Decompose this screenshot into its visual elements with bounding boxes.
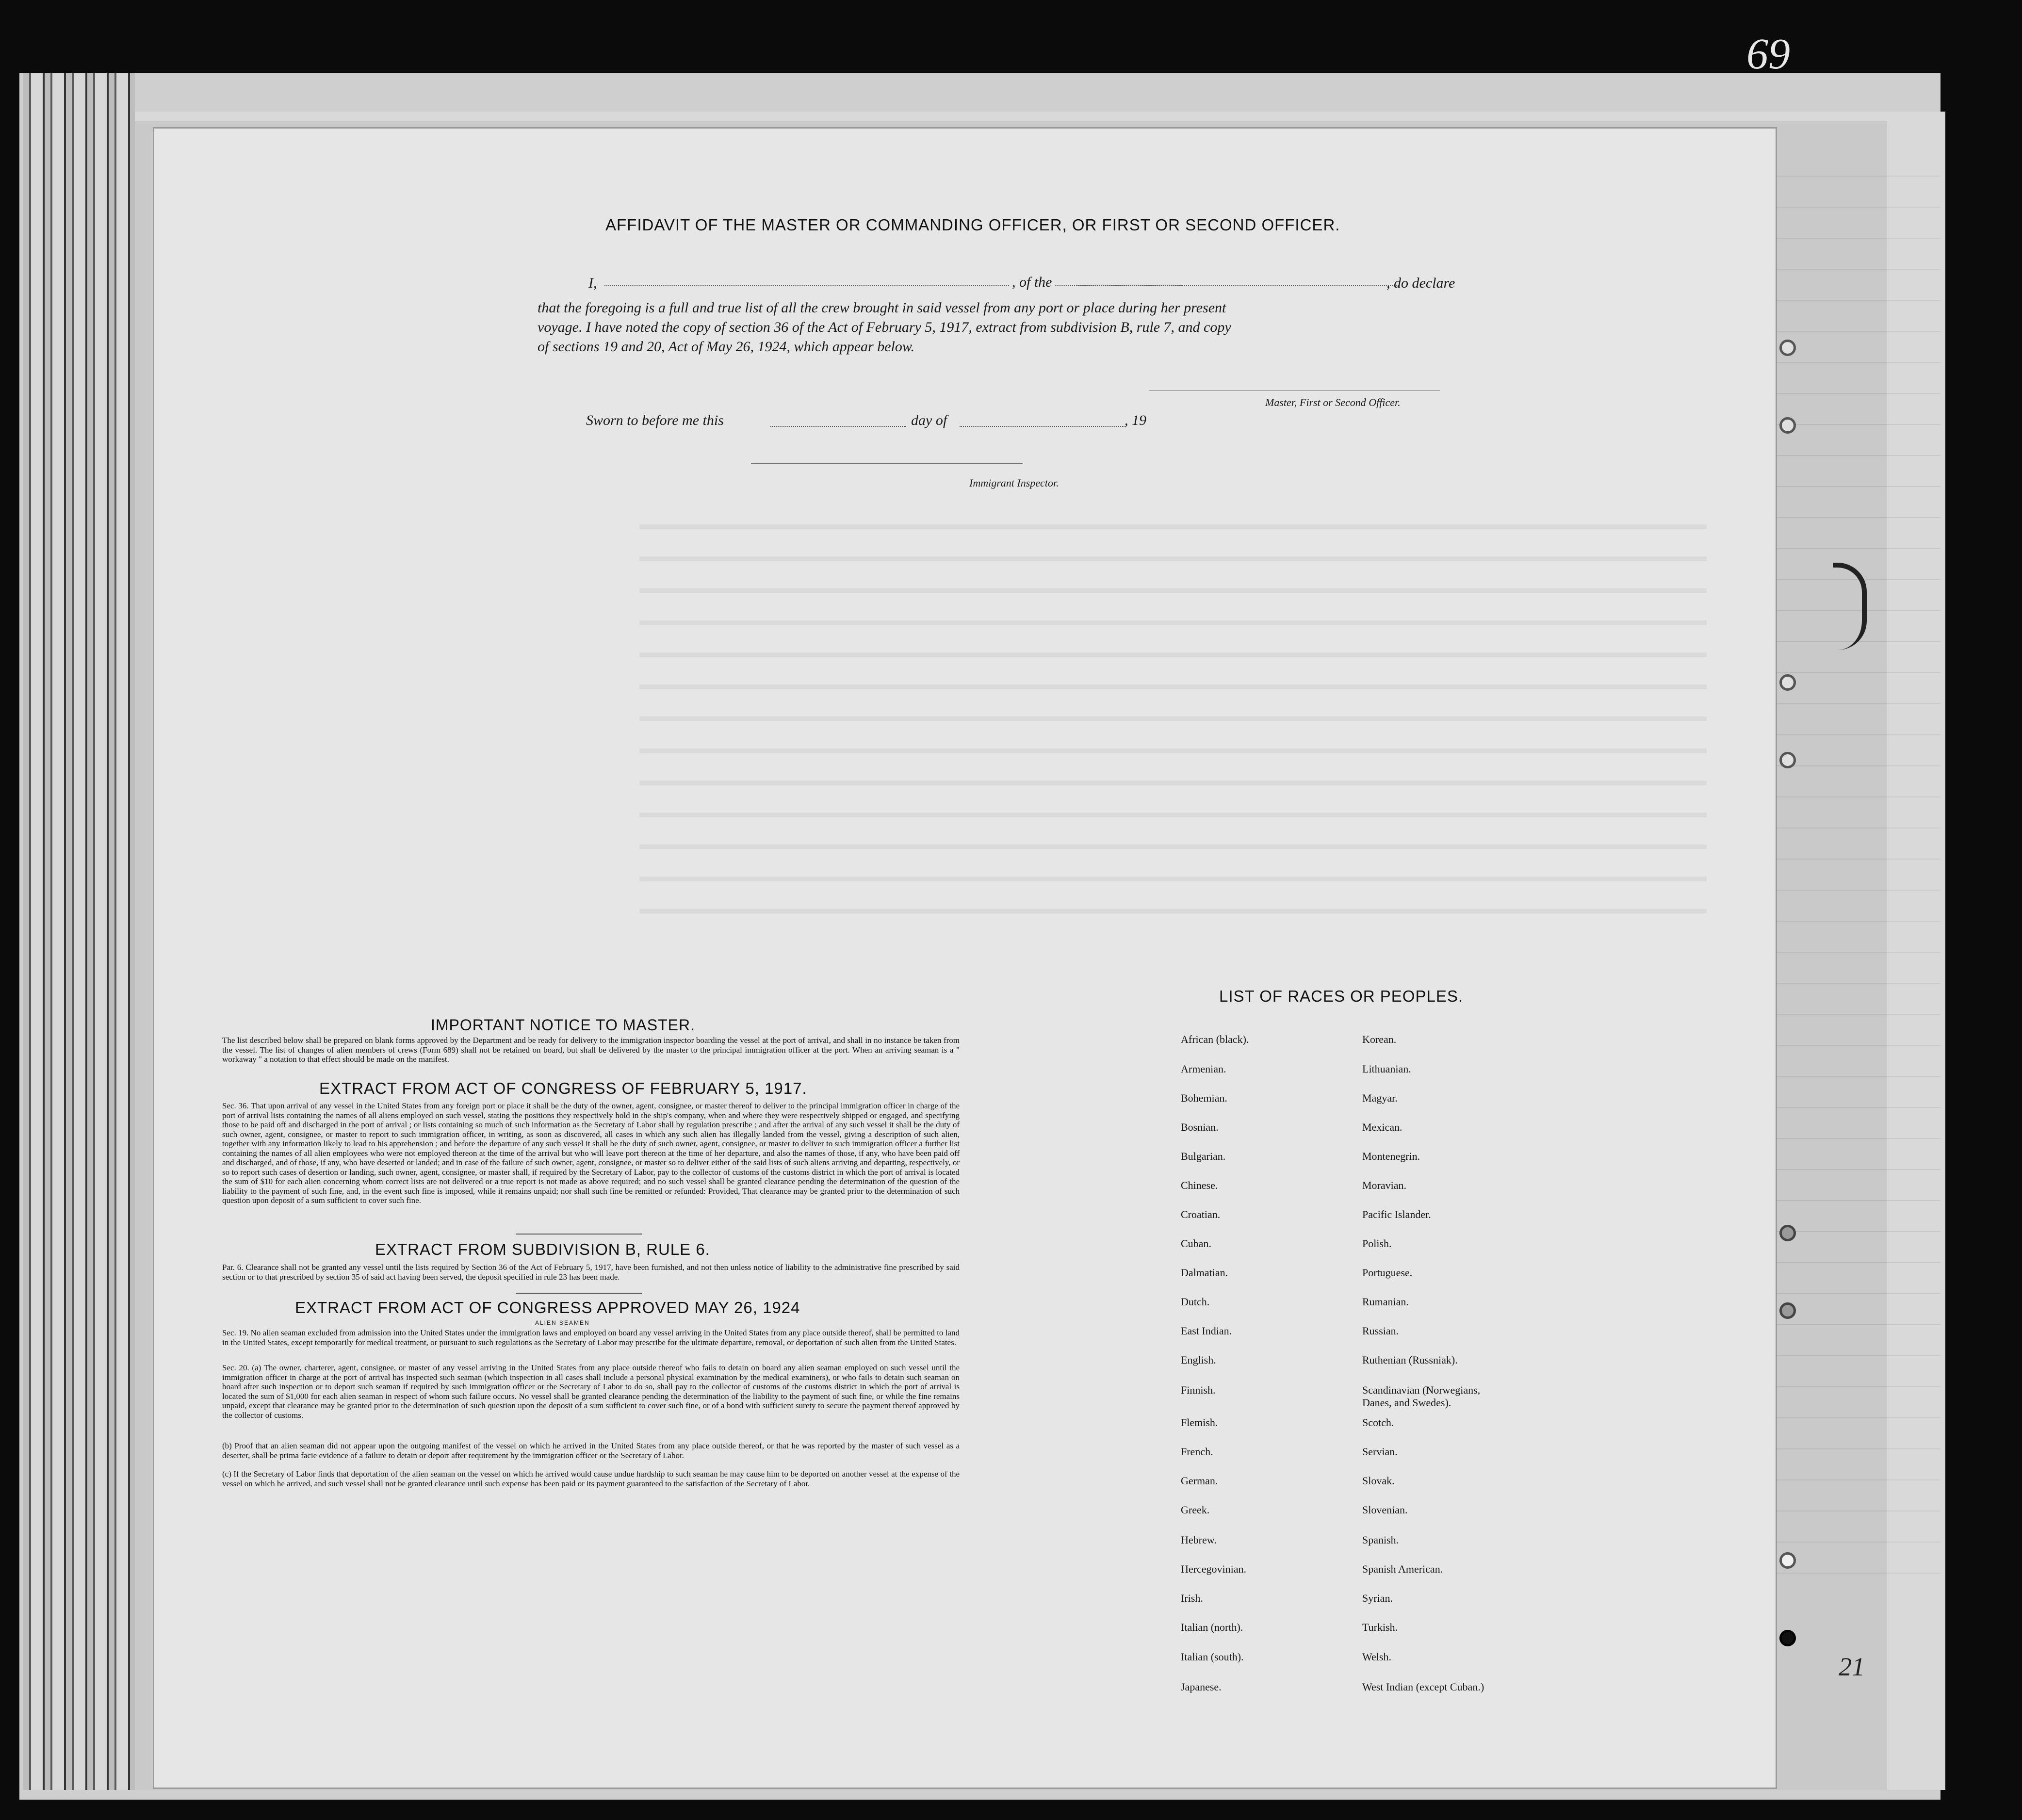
race-item: Spanish American. xyxy=(1362,1563,1443,1575)
sworn-text: Sworn to before me this xyxy=(586,412,724,428)
race-item: Slovak. xyxy=(1362,1475,1395,1487)
race-item: Chinese. xyxy=(1181,1179,1218,1191)
signer-label: Master, First or Second Officer. xyxy=(1265,396,1401,408)
extract-1917-body: Sec. 36. That upon arrival of any vessel in the United States from any foreign port or place it shall be the duty of the owner, agent, consignee, or master thereof to deliver to the principal immigration officer in charge of the port of arrival lists containing the names of all aliens employed on such vessel, stating the positions they respectively hold in the ship's company, when and where they were respectively shipped or engaged, and specifying those to be paid off and discharged in the port of arrival ; or lists containing so much of such information as the Secretary of Labor shall by regulation prescribe ; and after the arrival of any such vessel it shall be the duty of such owner, agent, consignee, or master to report to such immigration officer, in writing, as soon as discovered, all cases in which any such alien has illegally landed from the vessel, giving a description of such alien, together with any information likely to lead to his apprehension ; and before the departure of any such vessel it shall be the duty of such owner, agent, consignee, or master to deliver to such immigration officer a further list containing the names of all alien employees who were not employed thereon at the time of the arrival but who will leave port thereon at the time of her departure, and also the names of those, if any, who have been paid off and discharged, and of those, if any, who have deserted or landed; and in case of the failure of such owner, agent, consignee, or master so to deliver either of the said lists of such aliens arriving and departing, respectively, or so to report such cases of desertion or landing, such owner, agent, consignee, or master shall, if required by the Secretary of Labor, pay to the collector of customs of the customs district in which the port of arrival is located the sum of $10 for each alien concerning whom correct lists are not delivered or a true report is not made as above required; and no such vessel shall be granted clearance pending the determination of the question of the liability to the payment of such fine, and, in the event such fine is imposed, while it remains unpaid; nor shall such fine be remitted or refunded: Provided, That clearance may be granted prior to the determination of such question upon deposit of a sum sufficient to cover such fine. xyxy=(222,1101,960,1205)
extract-rule6-body: Par. 6. Clearance shall not be granted any vessel until the lists required by Section 36 of the Act of February 5, 1917, have been furnished, and not then unless notice of liability to the administrative fine prescribed by said section or to that prescribed by section 35 of said act having been served, the deposit specified in rule 23 has been made. xyxy=(222,1263,960,1282)
race-item: Scandinavian (Norwegians, Danes, and Swedes). xyxy=(1362,1384,1481,1409)
punch-hole xyxy=(1779,340,1796,356)
race-item: Syrian. xyxy=(1362,1592,1393,1604)
punch-hole xyxy=(1779,1630,1796,1646)
race-item: English. xyxy=(1181,1354,1216,1366)
race-item: Magyar. xyxy=(1362,1092,1398,1104)
affidavit-i: I, xyxy=(588,275,597,291)
race-item: Italian (north). xyxy=(1181,1621,1243,1633)
race-item: Montenegrin. xyxy=(1362,1150,1420,1162)
punch-hole xyxy=(1779,674,1796,691)
vessel-blank xyxy=(1076,285,1399,286)
race-item: Dalmatian. xyxy=(1181,1267,1228,1279)
race-item: German. xyxy=(1181,1475,1218,1487)
inspector-label: Immigrant Inspector. xyxy=(969,477,1059,489)
race-item: Welsh. xyxy=(1362,1651,1391,1663)
race-item: Dutch. xyxy=(1181,1296,1210,1308)
race-item: Italian (south). xyxy=(1181,1651,1244,1663)
races-title: LIST OF RACES OR PEOPLES. xyxy=(1219,987,1464,1005)
signature-line xyxy=(1149,390,1440,391)
race-item: Hercegovinian. xyxy=(1181,1563,1246,1575)
punch-hole xyxy=(1779,1225,1796,1241)
race-item: Pacific Islander. xyxy=(1362,1208,1431,1220)
race-item: Spanish. xyxy=(1362,1534,1399,1546)
inspector-signature-line xyxy=(751,463,1023,464)
race-item: African (black). xyxy=(1181,1033,1249,1045)
race-item: Rumanian. xyxy=(1362,1296,1409,1308)
affidavit-sheet xyxy=(154,129,1776,1788)
punch-hole xyxy=(1779,752,1796,768)
year-text: , 19 xyxy=(1125,412,1146,428)
race-item: Bohemian. xyxy=(1181,1092,1227,1104)
extract-1924-sec20c: (c) If the Secretary of Labor finds that deportation of the alien seaman on the vessel on which he arrived would cause undue hardship to such seaman he may cause him to be deported on another vessel at the expense of the vessel on which he arrived, and such vessel shall not be granted clearance until such expense has been paid or its payment guaranteed to the satisfaction of the Secretary of Labor. xyxy=(222,1469,960,1488)
race-item: Portuguese. xyxy=(1362,1267,1413,1279)
race-item: Slovenian. xyxy=(1362,1504,1408,1516)
race-item: Korean. xyxy=(1362,1033,1397,1045)
race-item: East Indian. xyxy=(1181,1325,1232,1337)
day-of-text: day of xyxy=(911,412,947,428)
section-divider xyxy=(516,1293,642,1294)
page-edge-strips xyxy=(23,73,135,1790)
race-item: Irish. xyxy=(1181,1592,1203,1604)
race-item: Mexican. xyxy=(1362,1121,1402,1133)
race-item: Finnish. xyxy=(1181,1384,1216,1396)
affidavit-text-line: voyage. I have noted the copy of section 36 of the Act of February 5, 1917, extract from subdivision B, rule 7, and copy xyxy=(538,319,1231,335)
day-blank xyxy=(770,426,906,427)
race-item: Scotch. xyxy=(1362,1416,1394,1429)
handwritten-page-number: 69 xyxy=(1746,30,1790,78)
affidavit-of-the: , of the xyxy=(1009,274,1055,291)
race-item: French. xyxy=(1181,1446,1213,1458)
handwritten-bracket xyxy=(1833,563,1867,650)
race-item: Ruthenian (Russniak). xyxy=(1362,1354,1458,1366)
race-item: Bosnian. xyxy=(1181,1121,1219,1133)
affidavit-declare: , do declare xyxy=(1386,275,1455,291)
extract-1924-sec20b: (b) Proof that an alien seaman did not appear upon the outgoing manifest of the vessel on which he arrived in the United States from any place outside thereof, or that he was reported by the master of such vessel as a deserter, shall be prima facie evidence of a failure to detain or deport after requirement by the immigration officer or the Secretary of Labor. xyxy=(222,1441,960,1460)
affidavit-title: AFFIDAVIT OF THE MASTER OR COMMANDING OFFICER, OR FIRST OR SECOND OFFICER. xyxy=(605,216,1340,234)
month-blank xyxy=(960,426,1125,427)
race-item: Armenian. xyxy=(1181,1063,1226,1075)
affidavit-text-line: that the foregoing is a full and true list of all the crew brought in said vessel from any port or place during her present xyxy=(538,300,1226,316)
punch-hole xyxy=(1779,1302,1796,1319)
punch-hole xyxy=(1779,417,1796,434)
race-item: Servian. xyxy=(1362,1446,1398,1458)
extract-1924-sec20a: Sec. 20. (a) The owner, charterer, agent, consignee, or master of any vessel arriving in the United States from any place outside thereof who fails to detain on board any alien seaman employed on such vessel until the immigration officer in charge at the port of arrival has inspected such seaman (which inspection in all cases shall include a personal physical examination by the medical examiners), or who fails to detain such seaman on board after such inspection or to deport such seaman if required by such immigration officer or the Secretary of Labor to do so, shall pay to the collector of customs of the customs district in which the port of arrival is located the sum of $1,000 for each alien seaman in respect of whom such failure occurs. No vessel shall be granted clearance pending the determination of the liability to the payment of such fine, or while the fine remains unpaid, except that clearance may be granted prior to the determination of such question upon the deposit of a sum sufficient to cover such fine, or of a bond with sufficient surety to secure the payment thereof approved by the collector of customs. xyxy=(222,1363,960,1420)
race-item: Flemish. xyxy=(1181,1416,1218,1429)
race-item: Moravian. xyxy=(1362,1179,1407,1191)
punch-hole xyxy=(1779,1552,1796,1569)
race-item: Bulgarian. xyxy=(1181,1150,1226,1162)
race-item: Russian. xyxy=(1362,1325,1399,1337)
affidavit-text-line: of sections 19 and 20, Act of May 26, 1924, which appear below. xyxy=(538,339,915,355)
extract-1924-sec19: Sec. 19. No alien seaman excluded from admission into the United States under the immigration laws and employed on board any vessel arriving in the United States from any place outside thereof, shall be permitted to land in the United States, except temporarily for medical treatment, or pursuant to such regulations as the Secretary of Labor may prescribe for the ultimate departure, removal, or deportation of such alien from the United States. xyxy=(222,1328,960,1347)
bleed-through-area xyxy=(639,497,1707,934)
alien-seamen-subtitle: ALIEN SEAMEN xyxy=(535,1319,590,1326)
race-item: Lithuanian. xyxy=(1362,1063,1411,1075)
race-item: Greek. xyxy=(1181,1504,1210,1516)
handwritten-annotation: 21 xyxy=(1839,1652,1865,1681)
race-item: Croatian. xyxy=(1181,1208,1221,1220)
race-item: Hebrew. xyxy=(1181,1534,1217,1546)
race-item: Japanese. xyxy=(1181,1681,1222,1693)
extract-1924-title: EXTRACT FROM ACT OF CONGRESS APPROVED MAY 26, 1924 xyxy=(295,1299,800,1316)
section-divider xyxy=(516,1234,642,1235)
race-item: West Indian (except Cuban.) xyxy=(1362,1681,1484,1693)
notice-body: The list described below shall be prepared on blank forms approved by the Department and be ready for delivery to the immigration inspector boarding the vessel at the port of arrival, and shall in no instance be taken from the vessel. The list of changes of alien members of crews (Form 689) shall not be retained on board, but shall be delivered by the master to the principal immigration officer at the port. When an arriving seaman is a " workaway " a notation to that effect should be made on the manifest. xyxy=(222,1036,960,1064)
extract-1917-title: EXTRACT FROM ACT OF CONGRESS OF FEBRUARY 5, 1917. xyxy=(319,1079,807,1097)
extract-rule6-title: EXTRACT FROM SUBDIVISION B, RULE 6. xyxy=(375,1240,710,1258)
race-item: Polish. xyxy=(1362,1237,1392,1250)
race-item: Turkish. xyxy=(1362,1621,1398,1633)
race-item: Cuban. xyxy=(1181,1237,1211,1250)
notice-title: IMPORTANT NOTICE TO MASTER. xyxy=(431,1016,695,1034)
